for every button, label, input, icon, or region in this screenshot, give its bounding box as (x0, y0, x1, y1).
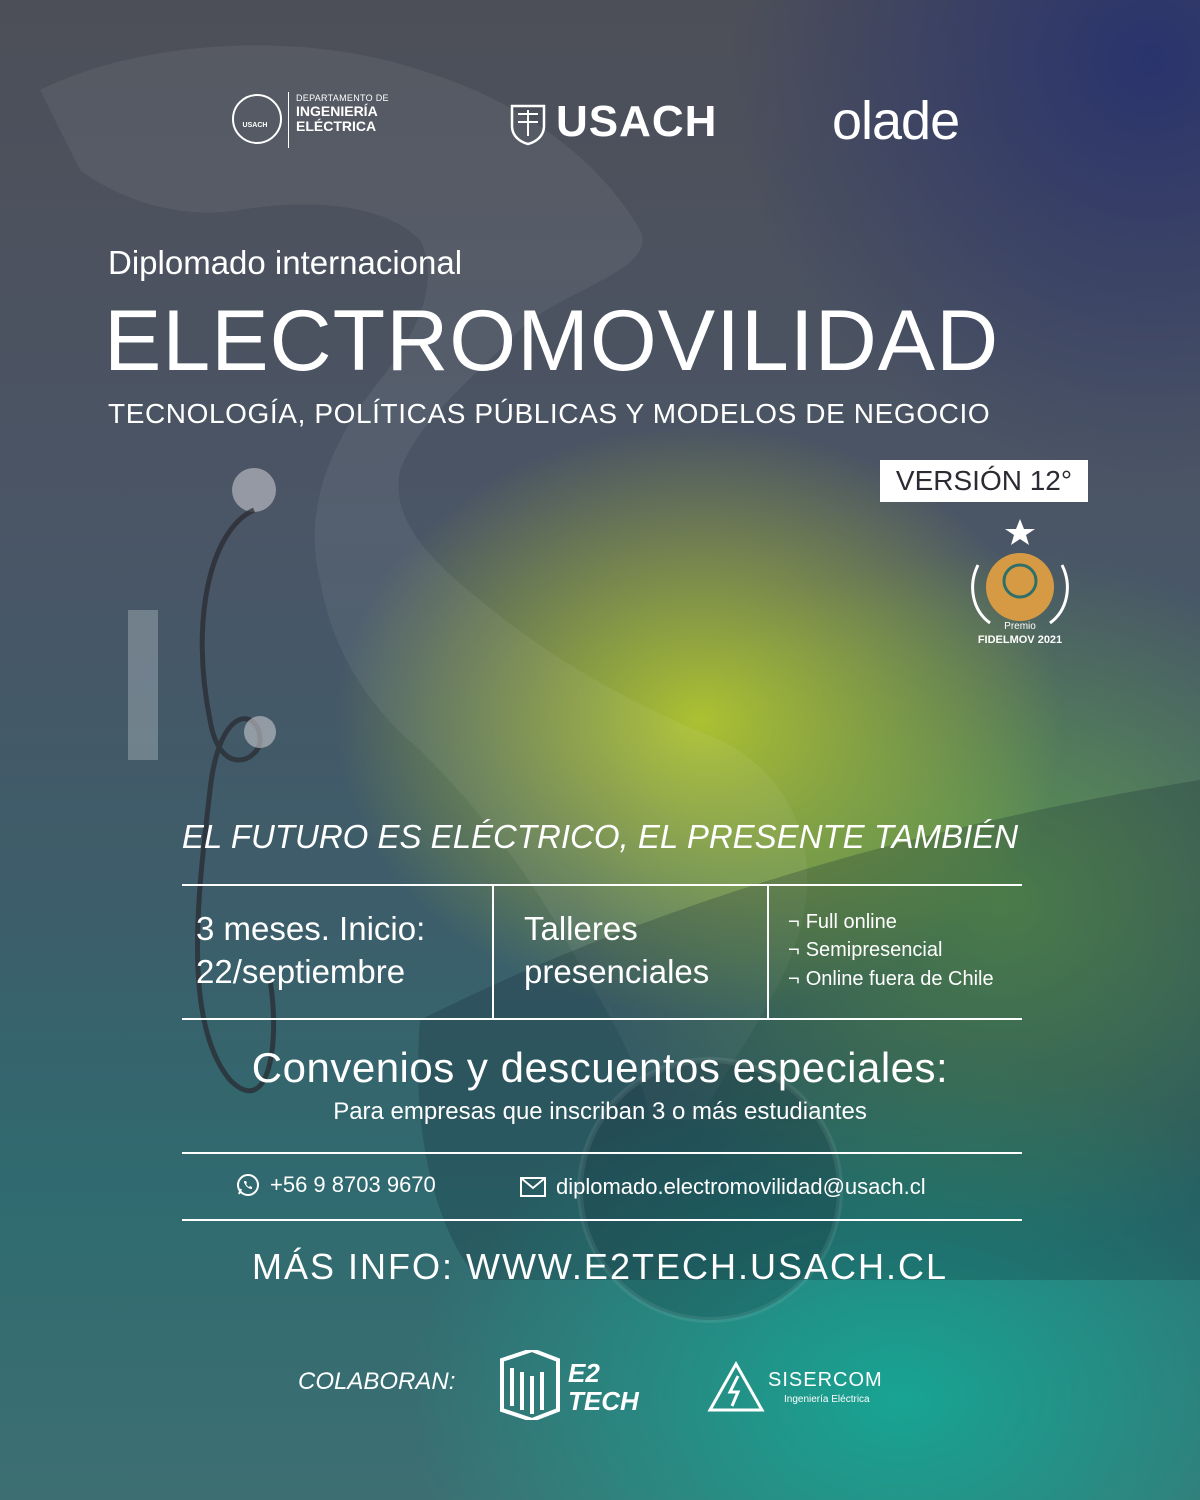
workshops-line2: presenciales (524, 952, 710, 990)
sisercom-subtext: Ingeniería Eléctrica (784, 1394, 870, 1405)
grid-divider-1 (492, 884, 494, 1018)
olade-logo: olade (832, 91, 960, 151)
grid-divider-2 (767, 884, 769, 1018)
contact-bottom-line (182, 1219, 1022, 1221)
star-icon (1005, 519, 1035, 545)
more-info-link[interactable]: MÁS INFO: WWW.E2TECH.USACH.CL (251, 1246, 949, 1287)
logo-divider (288, 92, 289, 148)
usach-crest-icon (508, 98, 548, 146)
usach-logo (508, 96, 717, 148)
grid-top-line (182, 884, 1022, 886)
program-title: ELECTROMOVILIDAD (104, 293, 1000, 389)
program-type: Diplomado internacional (108, 244, 463, 281)
phone-number: +56 9 8703 9670 (270, 1172, 436, 1197)
e2tech-bottom-text: TECH (568, 1386, 639, 1416)
benefits-subtitle: Para empresas que inscriban 3 o más estudiantes (333, 1098, 867, 1125)
contact-top-line (182, 1152, 1022, 1154)
benefits-title: Convenios y descuentos especiales: (251, 1044, 949, 1091)
award-name: FIDELMOV 2021 (977, 634, 1063, 646)
seal-text: USACH (242, 122, 268, 129)
mode-item: ¬ Online fuera de Chile (788, 967, 994, 990)
department-line3: ELÉCTRICA (296, 118, 377, 135)
sisercom-text: SISERCOM (768, 1369, 883, 1391)
mode-item: ¬ Full online (788, 911, 897, 933)
department-line2: INGENIERÍA (296, 102, 378, 119)
duration-line1: 3 meses. Inicio: (196, 910, 426, 947)
department-logo (232, 92, 392, 152)
duration-info (196, 908, 425, 994)
usach-seal-icon (232, 94, 282, 144)
slogan: EL FUTURO ES ELÉCTRICO, EL PRESENTE TAMBIÉN (181, 818, 1019, 855)
email-contact[interactable] (520, 1174, 926, 1200)
mail-icon (520, 1177, 546, 1197)
e2tech-top-text: E2 (568, 1358, 600, 1388)
version-badge: VERSIÓN 12° (880, 460, 1088, 502)
mode-item: ¬ Semipresencial (788, 939, 943, 962)
whatsapp-icon (236, 1173, 260, 1197)
workshops-line1: Talleres (524, 910, 638, 947)
phone-contact[interactable] (236, 1172, 436, 1198)
collaborators-label: COLABORAN: (298, 1368, 456, 1395)
usach-wordmark: USACH (556, 97, 718, 146)
award-label: Premio (1004, 621, 1036, 632)
workshops-info (524, 908, 709, 994)
e2tech-logo (498, 1350, 658, 1420)
lightning-icon (730, 1376, 738, 1406)
program-tagline: TECNOLOGÍA, POLÍTICAS PÚBLICAS Y MODELOS DE NEGOCIO (108, 398, 991, 429)
grid-bottom-line (182, 1018, 1022, 1020)
department-line1: DEPARTAMENTO DE (296, 93, 389, 103)
email-address: diplomado.electromovilidad@usach.cl (556, 1174, 926, 1199)
modes-list (788, 908, 994, 993)
sisercom-logo (706, 1360, 906, 1420)
duration-line2: 22/septiembre (196, 952, 406, 990)
